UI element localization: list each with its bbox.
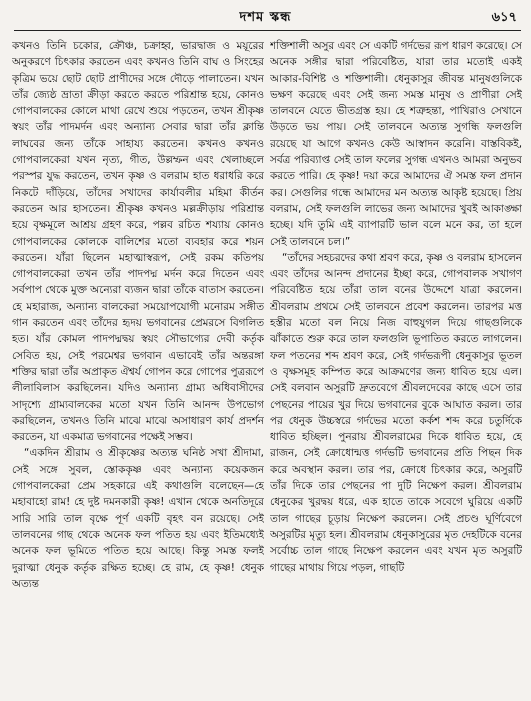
chapter-header: দশম স্কন্ধ — [239, 10, 292, 25]
left-column — [12, 38, 264, 693]
header-rule — [14, 30, 521, 31]
paragraph: “তাঁদের সহচরদের কথা শ্রবণ করে, কৃষ্ণ ও বলরাম হাসলেন এবং তাঁদের আনন্দ প্রদানের ইচ্ছা করে, গোপবালক সখাগণ পরিবেষ্টিত হয়ে তাঁরা তাল বনের উদ্দেশে যাত্রা করলেন। শ্রীবলরাম প্রথমে সেই তালবনে প্রবেশ করলেন। তারপর মত্ত হস্তীর মতো বল নিয়ে নিজ বাহুযুগল দিয়ে গাছগুলিকে ঝাঁকাতে শুরু করে তাল ফলগুলি ভূপাতিত করতে লাগলেন। ফল পতনের শব্দ শ্রবণ করে, সেই গর্দভরূপী ধেনুকাসুর ভূতল ও বৃক্ষসমূহ কম্পিত করে আক্রমণের জন্য ধাবিত হয়ে এল। সেই বলবান অসুরটি দ্রুতবেগে শ্রীবলদেবের কাছে এসে তার পেছনের পায়ের খুর দিয়ে ভগবানের বুকে আঘাত করল। তার পর ধেনুক উচ্চস্বরে গর্দভের মতো কর্কশ শব্দ করে চতুর্দিকে ধাবিত হচ্ছিল। পুনরায় শ্রীবলরামের দিকে ধাবিত হয়ে, হে রাজন, সেই ক্রোধোন্মত্ত গর্দভটি ভগবানের প্রতি পিছন দিক করে অবস্থান করল। তার পর, ক্রোধে চিৎকার করে, অসুরটি তাঁর দিকে তার পেছনের পা দুটি নিক্ষেপ করল। শ্রীবলরাম ধেনুকের খুরদ্বয় ধরে, এক হাতে তাকে সবেগে ঘুরিয়ে একটি তাল গাছের চূড়ায় নিক্ষেপ করলেন। সেই প্রচণ্ড ঘূর্ণিবেগে অসুরটির মৃত্যু হল। শ্রীবলরাম ধেনুকাসুরের মৃত দেহটিকে বনের সর্বোচ্চ তাল গাছে নিক্ষেপ করলেন এবং যখন মৃত অসুরটি গাছের মাথায় গিয়ে পড়ল, গাছটি — [270, 251, 522, 574]
right-column — [270, 38, 522, 693]
page-number: ৬১৭ — [491, 10, 517, 25]
paragraph: শক্তিশালী অসুর এবং সে একটি গর্দভের রূপ ধারণ করেছে। সে অনেক সঙ্গীর দ্বারা পরিবেষ্টিত, যারা তার মতোই একই আকার-বিশিষ্ট ও শক্তিশালী। ধেনুকাসুর জীবন্ত মানুষগুলিকে ভক্ষণ করেছে এবং সেই জন্য সমস্ত মানুষ ও প্রাণীরা সেই তালবনে যেতে ভীতগ্রস্ত হয়। হে শত্রুহন্তা, পাখিরাও সেখানে উড়তে ভয় পায়। সেই তালবনে অত্যন্ত সুগন্ধি ফলগুলি রয়েছে যা আগে কখনও কেউ আস্বাদন করেনি। বাস্তবিকই, সর্বত্র পরিব্যাপ্ত সেই তাল ফলের সুগন্ধ এখনও আমরা অনুভব করতে পারি। হে কৃষ্ণ! দয়া করে আমাদের ঐ সমস্ত ফল প্রদান কর। সেগুলির গন্ধে আমাদের মন অত্যন্ত আকৃষ্ট হয়েছে। প্রিয় বলরাম, সেই ফলগুলি লাভের জন্য আমাদের খুবই আকাঙ্ক্ষা হচ্ছে। যদি তুমি এই ব্যাপারটি ভাল বলে মনে কর, তা হলে সেই তালবনে চল।” — [270, 40, 522, 248]
paragraph: “একদিন শ্রীরাম ও শ্রীকৃষ্ণের অত্যন্ত ঘনিষ্ঠ সখা শ্রীদামা, সেই সঙ্গে সুবল, স্তোককৃষ্ণ এবং অন্যান্য কয়েকজন গোপবালকেরা প্রেম সহকারে এই কথাগুলি বলেছেন—হে মহাবাহো রাম! হে দুষ্ট দমনকারী কৃষ্ণ! এখান থেকে অনতিদূরে সারি সারি তাল বৃক্ষে পূর্ণ একটি বৃহৎ বন রয়েছে। সেই তালবনের গাছ থেকে অনেক ফল পতিত হয় এবং ইতিমধ্যেই অনেক ফল ভূমিতে পতিত হয়ে আছে। কিন্তু সমস্ত ফলই দুরাত্মা ধেনুক কর্তৃক রক্ষিত হচ্ছে। হে রাম, হে কৃষ্ণ! ধেনুক অত্যন্ত — [12, 447, 264, 590]
paragraph: কখনও তিনি চকোর, ক্রৌঞ্চ, চক্রাহ্ব, ভারদ্বাজ ও ময়ূরের অনুকরণে চিৎকার করতেন এবং কখনও তিনি বাঘ ও সিংহের কৃত্রিম ভয়ে ছোট ছোট প্রাণীদের সঙ্গে দৌড়ে পালাতেন। যখন তাঁর জ্যেষ্ঠ ভ্রাতা ক্রীড়া করতে করতে পরিশ্রান্ত হয়ে, কোনও গোপবালকের কোলে মাথা রেখে শুয়ে পড়তেন, তখন শ্রীকৃষ্ণ স্বয়ং তাঁর পাদমর্দন এবং অন্যান্য সেবার দ্বারা তাঁর ক্লান্তি লাঘবের জন্য তাঁকে সাহায্য করতেন। কখনও কখনও গোপবালকেরা যখন নৃত্য, গীত, উল্লম্ফন এবং খেলাচ্ছলে পরস্পর যুদ্ধ করতেন, তখন কৃষ্ণ ও বলরাম হাত ধরাধরি করে নিকটে দাঁড়িয়ে, তাঁদের সখাদের কার্যাবলীর মহিমা কীর্তন করতেন আর হাসতেন। শ্রীকৃষ্ণ কখনও মল্লক্রীড়ায় পরিশ্রান্ত হয়ে বৃক্ষমূলে আশ্রয় গ্রহণ করে, পল্লব রচিত শয্যায় কোনও গোপবালকের কোলকে বালিশের মতো ব্যবহার করে শয়ন করতেন। যাঁরা ছিলেন মহাত্মাস্বরূপ, সেই রকম কতিপয় গোপবালকেরা তখন তাঁর পাদপদ্ম মর্দন করে দিতেন এবং সর্বপাপ থেকে মুক্ত অন্যেরা ব্যজন দ্বারা তাঁকে বাতাস করতেন। হে মহারাজ, অন্যান্য বালকেরা সময়োপযোগী মনোরম সঙ্গীত গান করতেন এবং তাঁদের হৃদয় ভগবানের প্রেমরসে বিগলিত হত। যাঁর কোমল পাদপদ্মদ্বয় স্বয়ং সৌভাগ্যের দেবী কর্তৃক সেবিত হয়, সেই পরমেশ্বর ভগবান এভাবেই তাঁর অন্তরঙ্গা শক্তির দ্বারা তাঁর অপ্রাকৃত ঐশ্বর্য গোপন করে গোপের পুত্ররূপে লীলাবিলাস করছিলেন। যদিও অন্যান্য গ্রাম্য অধিবাসীদের সাদৃশ্যে গ্রাম্যবালকের মতো যখন তিনি আনন্দ উপভোগ করছিলেন, তখনও তিনি মাঝে মাঝে অসাধারণ কার্য প্রদর্শন করতেন, যা একমাত্র ভগবানের পক্ষেই সম্ভব। — [12, 40, 264, 444]
